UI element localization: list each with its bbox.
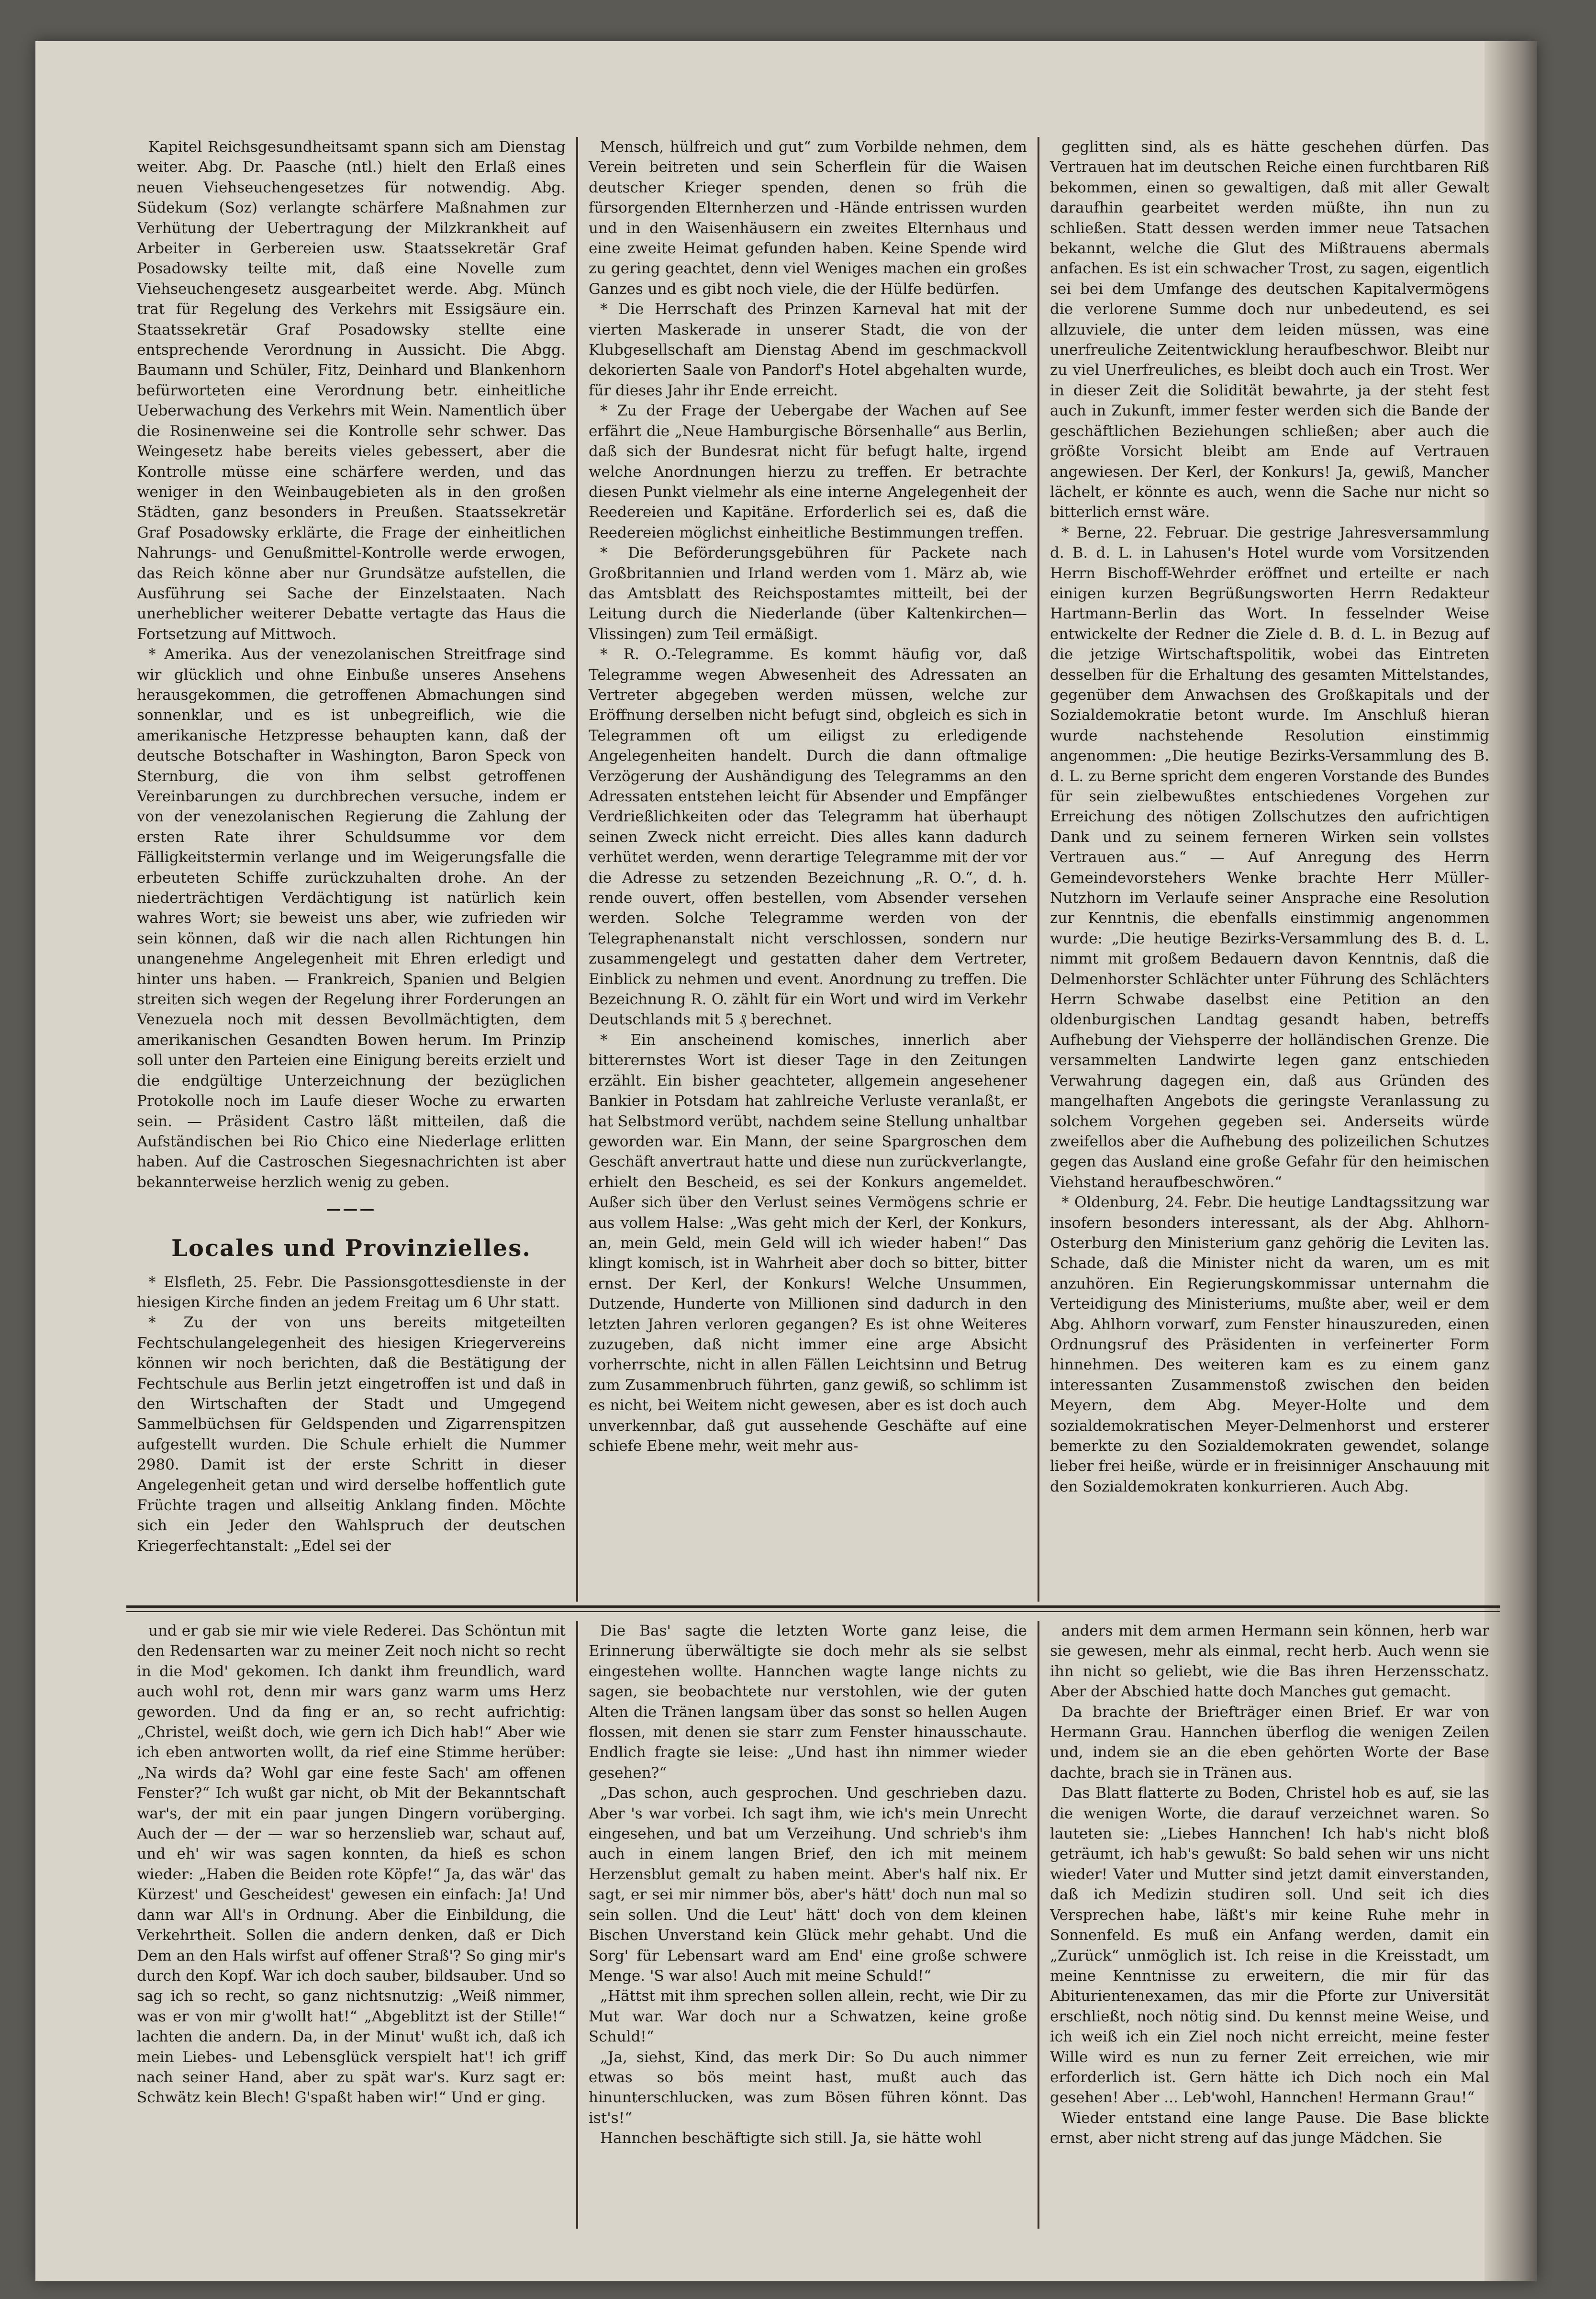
paragraph: * Zu der Frage der Uebergabe der Wachen auf See erfährt die „Neue Hamburgische Börsenhalle“ aus Berlin, daß sich der Bundesrat nicht für befugt halte, irgend welche Anordnungen hierzu zu treffen. Er betrachte diesen Punkt vielmehr als eine interne Angelegenheit der Reedereien und Kapitäne. Erforderlich sei es, daß die Reedereien möglichst einheitliche Bestimmungen treffen. xyxy=(589,402,1027,541)
paragraph: * Berne, 22. Februar. Die gestrige Jahresversammlung d. B. d. L. in Lahusen's Hotel wurde vom Vorsitzenden Herrn Bischoff-Wehrder eröffnet und erteilte er nach einigen kurzen Begrüßungsworten Herrn Redakteur Hartmann-Berlin das Wort. In fesselnder Weise entwickelte der Redner die Ziele d. B. d. L. in Bezug auf die jetzige Wirtschaftspolitik, wobei das Eintreten desselben für die Erhaltung des gesamten Mittelstandes, gegenüber dem Anwachsen des Großkapitals und der Sozialdemokratie betont wurde. Im Anschluß hieran wurde nachstehende Resolution einstimmig angenommen: „Die heutige Bezirks-Versammlung des B. d. L. zu Berne spricht dem engeren Vorstande des Bundes für sein zielbewußtes entschiedenes Vorgehen zur Erreichung des nötigen Zollschutzes den aufrichtigen Dank und zu seinem ferneren Wirken sein vollstes Vertrauen aus.“ — Auf Anregung des Herrn Gemeindevorstehers Wenke brachte Herr Müller-Nutzhorn im Verlaufe seiner Ansprache eine Resolution zur Kenntnis, die ebenfalls einstimmig angenommen wurde: „Die heutige Bezirks-Versammlung des B. d. L. nimmt mit großem Bedauern davon Kenntnis, daß die Delmenhorster Schlächter unter Führung des Schlächters Herrn Schwabe daselbst eine Petition an den oldenburgischen Landtag gesandt haben, betreffs Aufhebung der Viehsperre der holländischen Grenze. Die versammelten Landwirte legen ganz entschieden Verwahrung dagegen ein, daß aus Gründen des mangelhaften Angebots die geringste Veranlassung zu solchem Vorgehen gegeben sei. Anderseits würde zweifellos aber die Aufhebung des polizeilichen Schutzes gegen das Ausland eine große Gefahr für den heimischen Viehstand heraufbeschwören.“ xyxy=(1050,524,1489,1191)
paragraph: * Zu der von uns bereits mitgeteilten Fechtschulangelegenheit des hiesigen Kriegervereins können wir noch berichten, daß die Bestätigung der Fechtschule aus Berlin jetzt eingetroffen ist und daß in den Wirtschaften der Stadt und Umgegend Sammelbüchsen für Geldspenden und Zigarrenspitzen aufgestellt wurden. Die Schule erhielt die Nummer 2980. Damit ist der erste Schritt in dieser Angelegenheit getan und wird derselbe hoffentlich gute Früchte tragen und allseitig Anklang finden. Möchte sich ein Jeder den Wahlspruch der deutschen Kriegerfechtanstalt: „Edel sei der xyxy=(137,1314,566,1555)
paragraph: Mensch, hülfreich und gut“ zum Vorbilde nehmen, dem Verein beitreten und sein Scherflein für die Waisen deutscher Krieger spenden, denen so früh die fürsorgenden Elternherzen und -Hände entrissen wurden und in den Waisenhäusern ein zweites Elternhaus und eine zweite Heimat gefunden haben. Keine Spende wird zu gering geachtet, denn viel Weniges machen ein großes Ganzes und es gibt noch viele, die der Hülfe bedürfen. xyxy=(589,138,1027,298)
feuilleton-section xyxy=(126,1621,1500,2229)
paragraph: Das Blatt flatterte zu Boden, Christel hob es auf, sie las die wenigen Worte, die darauf verzeichnet waren. So lauteten sie: „Liebes Hannchen! Ich hab's nicht bloß geträumt, ich hab's gewußt: So bald sehen wir uns nicht wieder! Vater und Mutter sind jetzt damit einverstanden, daß ich Medizin studiren soll. Und seit ich dies Versprechen habe, läßt's mir keine Ruhe mehr in Sonnenfeld. Es muß ein Anfang werden, damit ein „Zurück“ unmöglich ist. Ich reise in die Kreisstadt, um meine Kenntnisse zu erweitern, die mir für das Abiturientenexamen, das mir die Pforte zur Universität erschließt, noch nötig sind. Du kennst meine Weise, und ich weiß ich ein Ziel noch nicht erreicht, meine fester Wille wird es nun zu ferner Zeit erreichen, wie mir erforderlich ist. Gern hätte ich Dich noch ein Mal gesehen! Aber ... Leb'wohl, Hannchen! Hermann Grau!“ xyxy=(1050,1784,1489,2107)
newspaper-page xyxy=(35,41,1537,2281)
paragraph: Da brachte der Briefträger einen Brief. Er war von Hermann Grau. Hannchen überflog die wenigen Zeilen und, indem sie an die eben gehörten Worte der Base dachte, brach sie in Tränen aus. xyxy=(1050,1703,1489,1782)
paragraph: * Die Beförderungsgebühren für Packete nach Großbritannien und Irland werden vom 1. März ab, wie das Amtsblatt des Reichspostamtes mitteilt, bei der Leitung durch die Niederlande (über Kaltenkirchen—Vlissingen) zum Teil ermäßigt. xyxy=(589,544,1027,643)
news-column-3 xyxy=(1039,137,1500,1602)
story-column-3 xyxy=(1039,1621,1500,2229)
news-section xyxy=(126,137,1500,1602)
paragraph: Die Bas' sagte die letzten Worte ganz leise, die Erinnerung überwältigte sie doch mehr als sie selbst eingestehen wollte. Hannchen wagte lange nichts zu sagen, sie beobachtete nur verstohlen, wie der guten Alten die Tränen langsam über das sonst so hellen Augen flossen, mit denen sie starr zum Fenster hinausschaute. Endlich fragte sie leise: „Und hast ihn nimmer wieder gesehen?“ xyxy=(589,1622,1027,1782)
paragraph: Hannchen beschäftigte sich still. Ja, sie hätte wohl xyxy=(600,2130,982,2147)
paragraph: anders mit dem armen Hermann sein können, herb war sie gewesen, mehr als einmal, recht herb. Auch wenn sie ihn nicht so geliebt, wie die Bas ihren Herzensschatz. Aber der Abschied hatte doch Manches gut gemacht. xyxy=(1050,1622,1489,1701)
section-heading: Locales und Provinzielles. xyxy=(171,1234,531,1262)
news-column-2 xyxy=(578,137,1038,1602)
separator: ——— xyxy=(326,1200,377,1218)
paragraph: * Die Herrschaft des Prinzen Karneval hat mit der vierten Maskerade in unserer Stadt, die von der Klubgesellschaft am Dienstag Abend im geschmackvoll dekorierten Saale von Pandorf's Hotel abgehalten wurde, für dieses Jahr ihr Ende erreicht. xyxy=(589,301,1027,399)
paragraph: * R. O.-Telegramme. Es kommt häufig vor, daß Telegramme wegen Abwesenheit des Adressaten an Vertreter abgegeben werden müssen, welche zur Eröffnung derselben nicht befugt sind, obgleich es sich in Telegrammen oft um eiligst zu erledigende Angelegenheiten handelt. Durch die dann oftmalige Verzögerung der Aushändigung des Telegramms an den Adressaten entstehen leicht für Absender und Empfänger Verdrießlichkeiten oder das Telegramm hat überhaupt seinen Zweck nicht erreicht. Dies alles kann dadurch verhütet werden, wenn derartige Telegramme mit der vor die Adresse zu setzenden Bezeichnung „R. O.“, d. h. rende ouvert, offen bestellen, vom Absender versehen werden. Solche Telegramme werden von der Telegraphenanstalt nicht verschlossen, sondern nur zusammengelegt und gestatten daher dem Vertreter, Einblick zu nehmen und event. Anordnung zu treffen. Die Bezeichnung R. O. zählt für ein Wort und wird im Verkehr Deutschlands mit 5 ₰ berechnet. xyxy=(589,646,1027,1029)
paragraph: * Elsfleth, 25. Febr. Die Passionsgottesdienste in der hiesigen Kirche finden an jedem Freitag um 6 Uhr statt. xyxy=(137,1273,566,1311)
paragraph: Wieder entstand eine lange Pause. Die Base blickte ernst, aber nicht streng auf das junge Mädchen. Sie xyxy=(1050,2109,1489,2147)
news-column-1 xyxy=(126,137,576,1602)
paragraph: * Ein anscheinend komisches, innerlich aber bitterernstes Wort ist dieser Tage in den Zeitungen erzählt. Ein bisher geachteter, allgemein angesehener Bankier in Potsdam hat zahlreiche Verluste veranlaßt, er hat Selbstmord verübt, nachdem seine Stellung unhaltbar geworden war. Ein Mann, der seine Spargroschen dem Geschäft anvertraut hatte und diese nun zurückverlangte, erhielt den Bescheid, es sei der Konkurs angemeldet. Außer sich über den Verlust seines Vermögens schrie er aus vollem Halse: „Was geht mich der Kerl, der Konkurs, an, mein Geld, mein Geld will ich wieder haben!“ Das klingt komisch, ist in Wahrheit aber doch so bitter, bitter ernst. Der Kerl, der Konkurs! Welche Unsummen, Dutzende, Hunderte von Millionen sind dadurch in den letzten Jahren verloren gegangen? Es ist ohne Weiteres zuzugeben, daß nicht immer eine arge Absicht vorherrschte, nicht in allen Fällen Leichtsinn und Betrug zum Zusammenbruch führten, ganz gewiß, so schlimm ist es nicht, bei Weitem nicht gewesen, aber es ist doch auch unverkennbar, daß gut aussehende Geschäfte auf eine schiefe Ebene mehr, weit mehr aus- xyxy=(589,1031,1027,1455)
paragraph: und er gab sie mir wie viele Rederei. Das Schöntun mit den Redensarten war zu meiner Zeit noch nicht so recht in die Mod' gekomen. Ich dankt ihm freundlich, ward auch wohl rot, denn mir wars ganz warm ums Herz geworden. Und da fing er an, so recht aufrichtig: „Christel, weißt doch, wie gern ich Dich hab!“ Aber wie ich eben antworten wollt, da rief eine Stimme herüber: „Na wirds da? Wohl gar eine feste Sach' am offenen Fenster?“ Ich wußt gar nicht, ob Mit der Bekanntschaft war's, der mit ein paar jungen Dingern vorüberging. Auch der — der — war so herzenslieb war, schaut auf, und eh' wir was sagen konnten, da hieß es schon wieder: „Haben die Beiden rote Köpfe!“ Ja, das wär' das Kürzest' und Gescheidest' gewesen ein einfach: Ja! Und dann war All's in Ordnung. Aber die Einbildung, die Verkehrtheit. Sollen die andern denken, daß er Dich Dem an den Hals wirfst auf offener Straß'? So ging mir's durch den Kopf. War ich doch sauber, bildsauber. Und so sag ich so recht, so ganz nichtsnutzig: „Weiß nimmer, was er von mir g'wollt hat!“ „Abgeblitzt ist der Stille!“ lachten die andern. Da, in der Minut' wußt ich, daß ich mein Liebes- und Lebensglück verspielt hat'! ich griff nach seiner Hand, aber zu spät war's. Kurz sagt er: Schwätz kein Blech! G'spaßt haben wir!“ Und er ging. xyxy=(137,1622,566,2107)
paragraph: geglitten sind, als es hätte geschehen dürfen. Das Vertrauen hat im deutschen Reiche einen furchtbaren Riß bekommen, einen so gewaltigen, daß mit aller Gewalt daraufhin gearbeitet werden müßte, ihn nun zu schließen. Statt dessen werden immer neue Tatsachen bekannt, welche die Glut des Mißtrauens abermals anfachen. Es ist ein schwacher Trost, zu sagen, eigentlich sei bei dem Umfange des deutschen Kapitalvermögens die verlorene Summe doch nur unbedeutend, es sei allzuviele, die unter dem leiden müssen, was eine unerfreuliche Zeitentwicklung heraufbeschwor. Bleibt nur zu viel Unerfreuliches, es bleibt doch auch ein Trost. Wer in dieser Zeit die Solidität bewahrte, ja der steht fest auch in Zukunft, immer fester werden sich die Bande der geschäftlichen Beziehungen schließen; aber auch die größte Vorsicht bleibt am Ende auf Vertrauen angewiesen. Der Kerl, der Konkurs! Ja, gewiß, Mancher lächelt, er könnte es auch, wenn die Sache nur nicht so bitterlich ernst wäre. xyxy=(1050,138,1489,521)
paragraph: Kapitel Reichsgesundheitsamt spann sich am Dienstag weiter. Abg. Dr. Paasche (ntl.) hielt den Erlaß eines neuen Viehseuchengesetzes für notwendig. Abg. Südekum (Soz) verlangte schärfere Maßnahmen zur Verhütung der Uebertragung der Milzkrankheit auf Arbeiter in Gerbereien usw. Staatssekretär Graf Posadowsky teilte mit, daß eine Novelle zum Viehseuchengesetz ausgearbeitet werde. Abg. Münch trat für Regelung des Verkehrs mit Essigsäure ein. Staatssekretär Graf Posadowsky stellte eine entsprechende Verordnung in Aussicht. Die Abgg. Baumann und Schüler, Fitz, Deinhard und Blankenhorn befürworteten eine Verordnung betr. einheitliche Ueberwachung des Verkehrs mit Wein. Namentlich über die Rosinenweine sei die Kontrolle sehr schwer. Das Weingesetz habe bereits vieles gebessert, aber die Kontrolle müsse eine schärfere werden, und das weniger in den Weinbaugebieten als in den großen Städten, ganz besonders in Preußen. Staatssekretär Graf Posadowsky erklärte, die Frage der einheitlichen Nahrungs- und Genußmittel-Kontrolle werde erwogen, das Reich könne aber nur Grundsätze aufstellen, die Ausführung sei Sache der Einzelstaaten. Nach unerheblicher weiterer Debatte vertagte das Haus die Fortsetzung auf Mittwoch. xyxy=(137,138,566,643)
paragraph: „Hättst mit ihm sprechen sollen allein, recht, wie Dir zu Mut war. War doch nur a Schwatzen, keine große Schuld!“ xyxy=(589,1987,1027,2046)
section-divider xyxy=(126,1605,1500,1608)
paragraph: * Oldenburg, 24. Febr. Die heutige Landtagssitzung war insofern besonders interessant, als der Abg. Ahlhorn-Osterburg den Ministerium ganz gehörig die Leviten las. Schade, daß die Minister nicht da waren, um es mit anzuhören. Ein Regierungskommissar unternahm die Verteidigung des Ministeriums, mußte aber, weil er dem Abg. Ahlhorn vorwarf, zum Fenster hinauszureden, einen Ordnungsruf des Präsidenten in verfeinerter Form hinnehmen. Des weiteren kam es zu einem ganz interessanten Zusammenstoß zwischen den beiden Meyern, dem Abg. Meyer-Holte und dem sozialdemokratischen Meyer-Delmenhorst und ersterer bemerkte zu den Sozialdemokraten gewendet, solange lieber frei heiße, würde er in freisinniger Anschauung mit den Sozialdemokraten konkurrieren. Auch Abg. xyxy=(1050,1194,1489,1495)
paragraph: * Amerika. Aus der venezolanischen Streitfrage sind wir glücklich und ohne Einbuße unseres Ansehens herausgekommen, die getroffenen Abmachungen sind sonnenklar, und es ist unbegreiflich, wie die amerikanische Hetzpresse behaupten kann, daß der deutsche Botschafter in Washington, Baron Speck von Sternburg, die von ihm selbst getroffenen Vereinbarungen zu durchbrechen versuche, indem er von der venezolanischen Regierung die Zahlung der ersten Rate ihrer Schuldsumme vor dem Fälligkeitstermin verlange und im Weigerungsfalle die erbeuteten Schiffe zurückzuhalten drohe. An der niederträchtigen Verdächtigung ist natürlich kein wahres Wort; sie beweist uns aber, wie zufrieden wir sein können, daß wir die nach allen Richtungen hin unangenehme Angelegenheit mit Ehren erledigt und hinter uns haben. — Frankreich, Spanien und Belgien streiten sich wegen der Regelung ihrer Forderungen an Venezuela noch mit dessen Bevollmächtigten, dem amerikanischen Gesandten Bowen herum. Im Prinzip soll unter den Parteien eine Einigung bereits erzielt und die endgültige Unterzeichnung der bezüglichen Protokolle noch im Laufe dieser Woche zu erwarten sein. — Präsident Castro läßt mitteilen, daß die Aufständischen bei Rio Chico eine Niederlage erlitten haben. Auf die Castroschen Siegesnachrichten ist aber bekannterweise herzlich wenig zu geben. xyxy=(137,646,566,1191)
paragraph: „Das schon, auch gesprochen. Und geschrieben dazu. Aber 's war vorbei. Ich sagt ihm, wie ich's mein Unrecht eingesehen, und bat um Verzeihung. Und schrieb's ihm auch in einem langen Brief, den ich mit meinem Herzensblut gemalt zu haben meint. Aber's half nix. Er sagt, er sei mir nimmer bös, aber's hätt' doch nun mal so sein sollen. Und die Leut' hätt' doch von dem kleinen Bischen Unverstand kein Glück mehr gehabt. Und die Sorg' für Lebensart ward am End' eine große schwere Menge. 'S war also! Auch mit meine Schuld!“ xyxy=(589,1784,1027,1985)
section-divider-thin xyxy=(126,1611,1500,1612)
story-column-1 xyxy=(126,1621,576,2229)
story-column-2 xyxy=(578,1621,1038,2229)
paragraph: „Ja, siehst, Kind, das merk Dir: So Du auch nimmer etwas so bös meint hast, mußt auch das hinunterschlucken, was zum Bösen führen könnt. Das ist's!“ xyxy=(589,2048,1027,2127)
